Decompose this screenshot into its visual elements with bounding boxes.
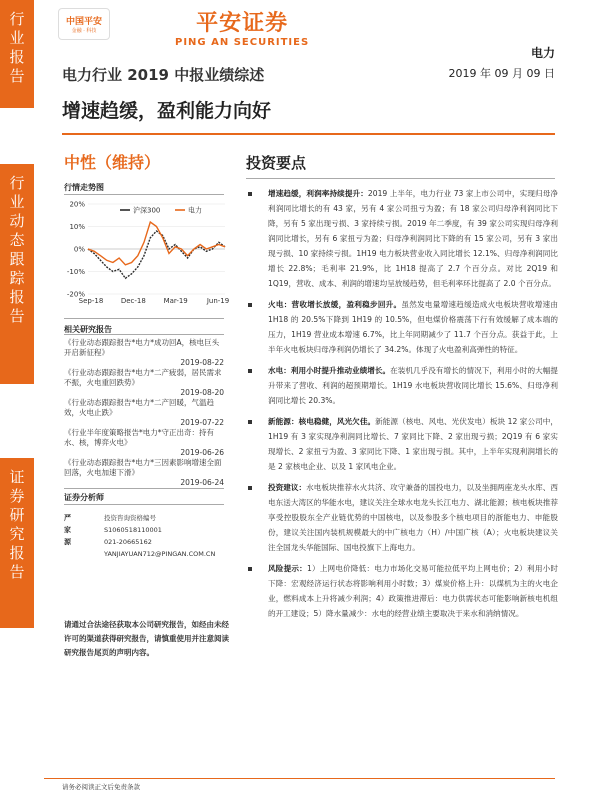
analyst-email[interactable]: YANJIAYUAN712@PINGAN.COM.CN <box>104 550 216 558</box>
chart-bottom-divider <box>64 318 224 319</box>
related-item-text: 《行业动态跟踪报告*电力*二产疲弱，居民需求不振，火电重回跌势》 <box>64 368 222 387</box>
side-tab-char: 动 <box>9 212 25 230</box>
bullet-icon <box>248 192 252 196</box>
bullet-icon <box>248 567 252 571</box>
key-point-body: 2019 上半年，电力行业 73 家上市公司中，实现归母净利润同比增长的有 43 家，另有 4 家公司扭亏为盈；有 18 家公司归母净利润同比下降，另有 5 家出现亏损、3 家持续亏损。2019 年二季度，有 39 家公司实现归母净利润同比增长，另有 6 家扭亏为盈；归母净利润同比下降的有 15 家公司，另有 3 家出现亏损、10 家持续亏损。1H19 电力板块营业收入同比增长 12.1%、归母净利润同比增长 22.8%；毛利率 21.9%，比 1H18 提高了 2.7 个百分点。对比 2Q19 和 1Q19，营收、成本、利润的增速均呈放缓趋势，但毛利率环比提高了 2.0 个百分点。 <box>268 189 559 288</box>
key-point-head: 风险提示： <box>268 564 307 573</box>
sector-label: 电力 <box>530 46 555 60</box>
chart-divider <box>64 194 224 195</box>
related-item[interactable] <box>64 458 224 488</box>
analyst-title: 证券分析师 <box>64 493 104 502</box>
side-tab-char: 究 <box>9 525 25 543</box>
key-point <box>240 414 558 474</box>
rating: 中性（维持） <box>64 153 161 172</box>
side-tab-char: 告 <box>9 67 25 85</box>
key-point-head: 火电：营收增长放缓，盈利稳步回升。 <box>268 300 402 309</box>
x-tick-label: Mar-19 <box>163 297 188 305</box>
key-point-body: 1）上网电价降低：电力市场化交易可能拉低平均上网电价；2）利用小时下降：宏观经济运行状态将影响利用小时数；3）煤炭价格上升：以煤机为主的火电企业，燃料成本上升将减少利润；4）政策推进滞后：电力供需状态可能影响新核电机组的开工建设；5）降水量减少：水电的经营业绩主要取决于来水和消纳情况。 <box>268 564 558 618</box>
key-point <box>240 186 558 291</box>
brand-logo <box>175 6 309 48</box>
side-tab-securities-research <box>0 458 34 628</box>
related-item-date: 2019-08-20 <box>180 388 224 397</box>
y-tick-label: 20% <box>69 200 85 209</box>
legend-label: 电力 <box>188 206 202 215</box>
related-item-text: 《行业半年度策略报告*电力*守正出奇：持有水、核，博弈火电》 <box>64 428 214 447</box>
related-item-text: 《行业动态跟踪报告*电力*二产回暖，气温趋效，火电止跌》 <box>64 398 214 417</box>
related-list <box>64 338 224 488</box>
related-item[interactable] <box>64 338 224 368</box>
side-tab-char: 业 <box>9 193 25 211</box>
y-tick-label: 10% <box>69 223 85 231</box>
disclaimer: 请通过合法途径获取本公司研究报告，如经由未经许可的渠道获得研究报告，请慎重使用并注意阅读研究报告尾页的声明内容。 <box>64 620 229 657</box>
key-point-head: 水电：利用小时提升推动业绩增长。 <box>268 366 391 375</box>
chart-title: 行情走势图 <box>64 183 104 192</box>
analyst-divider <box>64 504 224 505</box>
related-divider <box>64 334 224 335</box>
side-tab-char: 证 <box>9 468 25 486</box>
x-tick-label: Dec-18 <box>120 297 146 305</box>
key-point-head: 增速趋缓，利润率持续提升： <box>268 189 368 198</box>
side-tab-char: 报 <box>9 544 25 562</box>
bullet-icon <box>248 369 252 373</box>
analyst-line: 021-20665162 <box>104 538 152 546</box>
analyst-line: S1060518110001 <box>104 526 162 534</box>
related-item[interactable] <box>64 398 224 428</box>
logo-tagline: 金融 · 科技 <box>71 28 97 34</box>
series-line-hs300 <box>88 231 225 278</box>
key-point-body: 水电板块推荐水火共济、攻守兼备的国投电力，以及坐拥两座龙头水库、西电东送大湾区的华能水电，建议关注全球水电龙头长江电力、湖北能源；核电板块推荐享受控股股东全产业链优势的中国核电，以及参股多个核电项目的浙能电力、申能股份，建议关注国内装机规模最大的中广核电力（H）/中国广核（A）；火电板块建议关注全国龙头华能国际、国电投旗下上海电力。 <box>268 483 559 552</box>
side-tab-char: 报 <box>9 48 25 66</box>
analyst-top-divider <box>64 488 224 489</box>
bullet-icon <box>248 486 252 490</box>
key-point <box>240 363 558 408</box>
side-tab-tracking-report <box>0 164 34 384</box>
key-point-head: 投资建议： <box>268 483 307 492</box>
related-item[interactable] <box>64 428 224 458</box>
key-point <box>240 480 558 555</box>
bullet-icon <box>248 303 252 307</box>
report-date: 2019 年 09 月 09 日 <box>448 67 555 80</box>
related-item-text: 《行业动态跟踪报告*电力*三因素影响增速全面回落，火电加速下滑》 <box>64 458 222 477</box>
headline: 增速趋缓，盈利能力向好 <box>62 100 272 122</box>
side-tab-char: 研 <box>9 506 25 524</box>
key-point-body: 在装机几乎没有增长的情况下，利用小时的大幅提升带来了营收、利润的超预期增长。1H19 水电板块营收同比增长 15.6%、归母净利润同比增长 20.3%。 <box>268 366 559 405</box>
y-tick-label: 0% <box>73 245 85 254</box>
x-tick-label: Jun-19 <box>206 297 230 305</box>
side-tab-char: 业 <box>9 29 25 47</box>
related-item-text: 《行业动态跟踪报告*电力*成功回A，核电巨头开启新征程》 <box>64 338 220 357</box>
price-trend-chart <box>60 196 230 308</box>
header-divider <box>62 133 555 135</box>
bullet-icon <box>248 420 252 424</box>
x-tick-label: Sep-18 <box>78 297 104 305</box>
key-point <box>240 297 558 357</box>
side-tab-char: 券 <box>9 487 25 505</box>
key-point <box>240 561 558 621</box>
key-point-head: 新能源：核电稳健，风光欠佳。 <box>268 417 376 426</box>
related-item-date: 2019-06-26 <box>180 448 224 457</box>
footer-note: 请务必阅读正文后免责条款 <box>62 783 140 791</box>
side-tab-char: 跟 <box>9 250 25 268</box>
y-tick-label: -10% <box>66 268 85 276</box>
related-title: 相关研究报告 <box>64 325 112 334</box>
series-line-power <box>88 222 225 265</box>
side-tab-char: 行 <box>9 10 25 28</box>
legend-label: 沪深300 <box>133 206 161 215</box>
side-tab-char: 踪 <box>9 269 25 287</box>
key-point-body: 虽然发电量增速趋缓造成火电板块营收增速由 1H18 的 20.5%下降到 1H19 的 10.5%，但电煤价格震荡下行有效缓解了成本端的压力，1H19 营业成本增速 6.7%，比上年同期减少了 11.7 个百分点。获益于此，上半年火电板块归母净利润仍增长了 34.2%。体现了火电盈利高弹性的特征。 <box>268 300 558 354</box>
brand-cn: 平安证券 <box>196 11 289 36</box>
side-tab-industry-report <box>0 0 34 108</box>
related-item-date: 2019-06-24 <box>180 478 224 487</box>
analyst-line: 投资咨询资格编号 <box>104 514 156 522</box>
side-tab-char: 告 <box>9 563 25 581</box>
y-tick-label: -20% <box>66 290 85 299</box>
brand-en: PING AN SECURITIES <box>175 37 310 48</box>
points-divider <box>246 178 555 179</box>
side-tab-char: 态 <box>9 231 25 249</box>
report-title: 电力行业 2019 中报业绩综述 <box>62 66 265 84</box>
pingan-logo <box>58 8 110 40</box>
key-points <box>240 186 558 627</box>
related-item-date: 2019-08-22 <box>180 358 224 367</box>
key-point-body: 新能源（核电、风电、光伏发电）板块 12 家公司中，1H19 有 3 家实现净利润同比增长、7 家同比下降、2 家出现亏损；2Q19 有 6 家实现增长、2 家扭亏为盈、3 家同比下降、1 家出现亏损。其中，上半年实现利润增长的是 2 家核电企业、以及 1 家风电企业。 <box>268 417 558 471</box>
related-item-date: 2019-07-22 <box>180 418 224 427</box>
points-title: 投资要点 <box>246 154 307 172</box>
side-tab-char: 行 <box>9 174 25 192</box>
side-tab-char: 告 <box>9 307 25 325</box>
footer-divider <box>44 778 555 779</box>
related-item[interactable] <box>64 368 224 398</box>
analyst-name: 严家源 <box>64 514 71 546</box>
logo-name: 中国平安 <box>65 17 102 27</box>
side-tab-char: 报 <box>9 288 25 306</box>
